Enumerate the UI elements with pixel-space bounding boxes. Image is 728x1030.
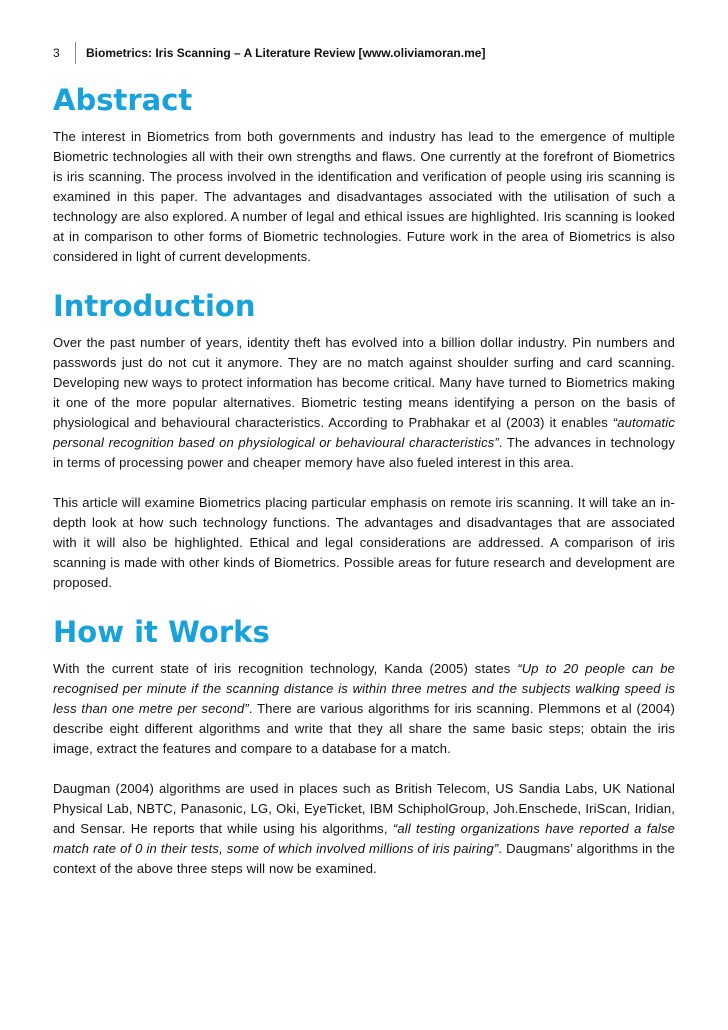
- abstract-section: [53, 80, 675, 267]
- hiw-quote-2: “all testing organizations have reported a false match rate of 0 in their tests, some of which involved millions of iris pairing”: [53, 821, 676, 856]
- paragraph-gap: [53, 473, 675, 493]
- intro-quote: “automatic personal recognition based on physiological or behavioural characteristics”: [53, 415, 675, 450]
- how-it-works-heading: How it Works: [53, 615, 270, 649]
- abstract-heading: Abstract: [53, 83, 193, 117]
- page-content: [53, 80, 675, 898]
- hiw-text-b: . There are various algorithms for iris scanning. Plemmons et al (2004) describe eight different algorithms and write that they all share the same basic steps; obtain the iris image, extract the features and compare to a database for a match.: [53, 701, 675, 756]
- abstract-paragraph: The interest in Biometrics from both governments and industry has lead to the emergence of multiple Biometric technologies all with their own strengths and flaws. One currently at the forefront of Biometrics is iris scanning. The process involved in the identification and verification of people using iris scanning is examined in this paper. The advantages and disadvantages associated with the utilisation of such a technology are also explored. A number of legal and ethical issues are highlighted. Iris scanning is looked at in comparison to other forms of Biometric technologies. Future work in the area of Biometrics is also considered in light of current developments.: [53, 129, 675, 264]
- intro-text-b: . The advances in technology in terms of processing power and cheaper memory have also fueled interest in this area.: [53, 435, 675, 470]
- paragraph-gap: [53, 759, 675, 779]
- header-divider: [75, 42, 76, 64]
- hiw-quote-1: “Up to 20 people can be recognised per minute if the scanning distance is within three metres and the subjects walking speed is less than one metre per second”: [53, 661, 675, 716]
- hiw-text-d: . Daugmans’ algorithms in the context of the above three steps will now be examined.: [53, 841, 675, 876]
- hiw-text-c: Daugman (2004) algorithms are used in places such as British Telecom, US Sandia Labs, UK National Physical Lab, NBTC, Panasonic, LG, Oki, EyeTicket, IBM SchipholGroup, Joh.Enschede, IriScan, Iridian, and Sensar. He reports that while using his algorithms,: [53, 781, 675, 836]
- how-it-works-paragraph-2: [53, 779, 675, 879]
- running-header: [53, 42, 485, 64]
- introduction-section: [53, 286, 675, 593]
- introduction-paragraph-1: [53, 333, 675, 473]
- page-number: 3: [53, 46, 60, 60]
- introduction-heading: Introduction: [53, 289, 256, 323]
- how-it-works-paragraph-1: [53, 659, 675, 759]
- how-it-works-section: [53, 612, 675, 879]
- introduction-paragraph-2: This article will examine Biometrics placing particular emphasis on remote iris scanning. It will take an in-depth look at how such technology functions. The advantages and disadvantages that are associated with it will also be highlighted. Ethical and legal considerations are addressed. A comparison of iris scanning is made with other kinds of Biometrics. Possible areas for future research and development are proposed.: [53, 495, 675, 590]
- header-title: Biometrics: Iris Scanning – A Literature Review [www.oliviamoran.me]: [86, 46, 486, 60]
- hiw-text-a: With the current state of iris recognition technology, Kanda (2005) states: [53, 661, 518, 676]
- intro-text-a: Over the past number of years, identity theft has evolved into a billion dollar industry. Pin numbers and passwords just do not cut it anymore. They are no match against shoulder surfing and card scanning. Developing new ways to protect information has become critical. Many have turned to Biometrics making it one of the more popular alternatives. Biometric testing means identifying a person on the basis of physiological and behavioural characteristics. According to Prabhakar et al (2003) it enables: [53, 335, 675, 430]
